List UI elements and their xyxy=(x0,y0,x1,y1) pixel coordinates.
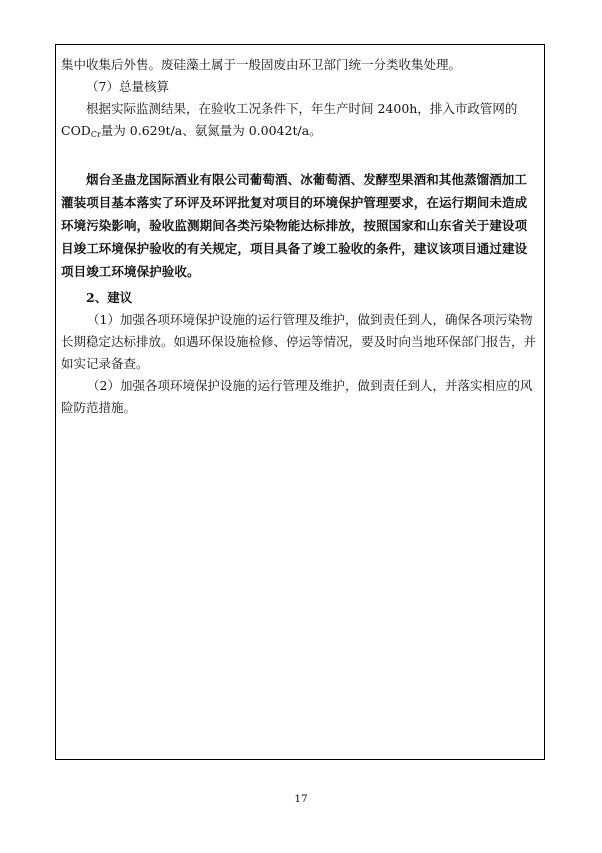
monitoring-result-text: 根据实际监测结果，在验收工况条件下，年生产时间 2400h，排入市政管网的 COD xyxy=(61,101,518,138)
document-content xyxy=(61,54,539,419)
suggestion-item-2: （2）加强各项环境保护设施的运行管理及维护，做到责任到人，并落实相应的风险防范措施。 xyxy=(61,378,533,415)
waste-disposal-text: 集中收集后外售。废硅藻土属于一般固废由环卫部门统一分类收集处理。 xyxy=(61,57,462,72)
suggestions-heading: 2、建议 xyxy=(86,290,133,305)
total-quantity-heading: （7）总量核算 xyxy=(86,79,169,94)
acceptance-conclusion: 烟台圣蛊龙国际酒业有限公司葡萄酒、冰葡萄酒、发酵型果酒和其他蒸馏酒加工灌装项目基本落实了环评及环评批复对项目的环境保护管理要求，在运行期间未造成环境污染影响，验收监测期间各类污染物能达标排放，按照国家和山东省关于建设项目竣工环境保护验收的有关规定，项目具备了竣工验收的条件，建议该项目通过建设项目竣工环境保护验收。 xyxy=(61,172,528,279)
suggestion-item-1: （1）加强各项环境保护设施的运行管理及维护，做到责任到人，确保各项污染物长期稳定达标排放。如遇环保设施检修、停运等情况，要及时向当地环保部门报告，并如实记录备查。 xyxy=(61,312,537,371)
page-number: 17 xyxy=(294,793,308,805)
monitoring-result-quantities: 量为 0.629t/a、氨氮量为 0.0042t/a。 xyxy=(100,123,322,138)
cod-subscript: Cr xyxy=(90,130,101,139)
monitoring-result-paragraph xyxy=(61,98,539,146)
